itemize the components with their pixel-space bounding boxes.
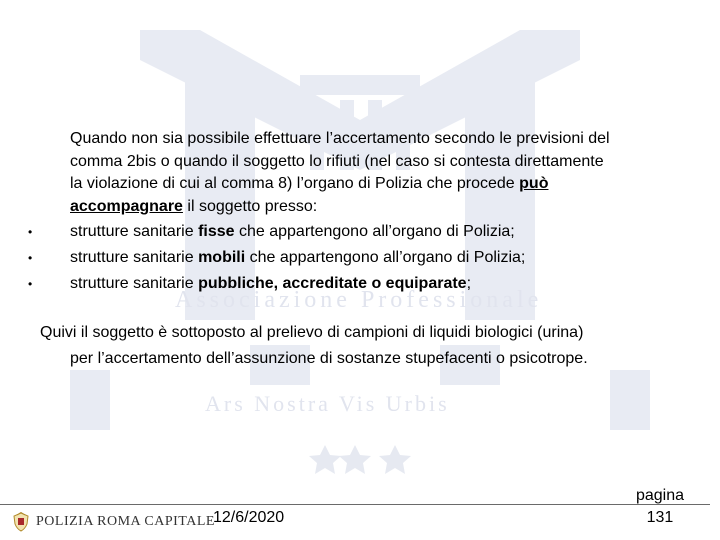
bullet-list [28,219,708,297]
intro-tail: il soggetto presso: [182,197,318,215]
intro-emphasis-accompagnare: accompagnare [70,197,183,215]
bullet-icon: • [28,225,33,239]
page-number-value: 131 [646,509,674,526]
watermark-line1: Associazione Professionale [175,287,543,313]
footer-divider [0,504,710,505]
bullet-icon: • [28,277,33,291]
bullet-bold: mobili [198,249,246,266]
body-paragraph [40,320,690,372]
bullet-pre: strutture sanitarie [70,275,199,292]
bullet-post: che appartengono all’organo di Polizia; [234,223,515,240]
paragraph-line-2: per l’accertamento dell’assunzione di sostanze stupefacenti o psicotrope. [70,350,588,367]
intro-emphasis-puo: può [519,175,549,192]
intro-line-3-text: la violazione di cui al comma 8) l’organo di Polizia che procede [70,175,515,192]
intro-line-2: comma 2bis o quando il soggetto lo rifiuti (nel caso si contesta direttamente [70,152,604,170]
bullet-item-mobili [28,245,708,271]
footer-logo [12,511,215,533]
bullet-bold: fisse [198,223,235,240]
intro-line-1: Quando non sia possibile effettuare l’accertamento secondo le previsioni del [70,130,610,147]
paragraph-line-1: Quivi il soggetto è sottoposto al prelievo di campioni di liquidi biologici (urina) [40,324,584,341]
bullet-item-fisse [28,219,708,245]
page-label: pagina [635,487,684,504]
bullet-pre: strutture sanitarie [70,223,199,240]
footer-date: 12/6/2020 [213,509,285,526]
bullet-post: che appartengono all’organo di Polizia; [245,249,526,266]
page-number [636,485,684,529]
police-crest-icon [12,512,30,532]
bullet-bold: pubbliche, accreditate o equiparate [198,275,467,292]
bullet-icon: • [28,251,33,265]
intro-line-3 [70,173,700,196]
logo-text: POLIZIA ROMA CAPITALE [36,514,215,529]
watermark-line2: Ars Nostra Vis Urbis [205,391,450,416]
intro-text [70,128,700,218]
bullet-post: ; [466,275,472,292]
bullet-pre: strutture sanitarie [70,249,199,266]
intro-line-4 [70,196,700,219]
bullet-item-pubbliche [28,271,708,297]
